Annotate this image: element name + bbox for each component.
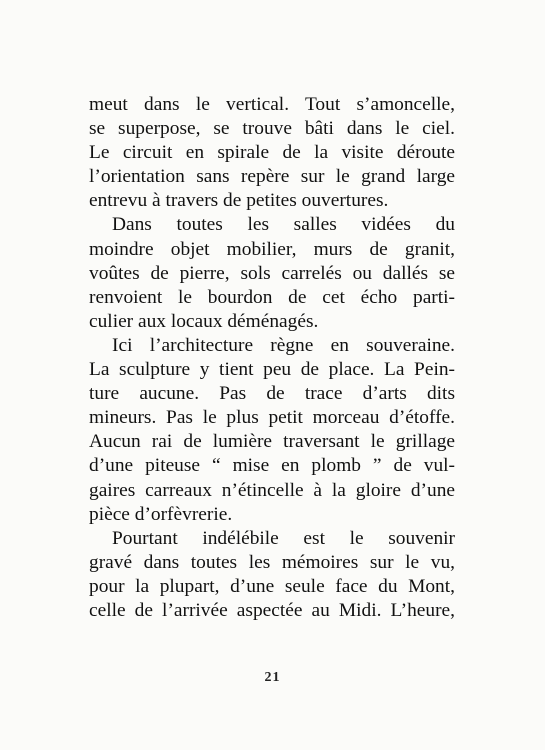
page-number: 21 — [264, 670, 281, 685]
text-line: pour la plupart, d’une seule face du Mont, — [89, 575, 455, 597]
text-line: Pourtant indélébile est le souvenir — [112, 527, 455, 549]
text-line: renvoient le bourdon de cet écho parti- — [89, 286, 455, 308]
text-line: voûtes de pierre, sols carrelés ou dallés se — [89, 262, 455, 284]
text-line: gaires carreaux n’étincelle à la gloire d’une — [89, 479, 455, 501]
text-line: culier aux locaux déménagés. — [89, 310, 319, 332]
text-line: pièce d’orfèvrerie. — [89, 503, 233, 525]
text-line: moindre objet mobilier, murs de granit, — [89, 238, 455, 260]
text-line: La sculpture y tient peu de place. La Pein- — [89, 359, 455, 381]
text-line: celle de l’arrivée aspectée au Midi. L’heure, — [89, 599, 455, 621]
text-line: Le circuit en spirale de la visite déroute — [89, 142, 455, 164]
text-line: gravé dans toutes les mémoires sur le vu, — [89, 551, 455, 573]
text-line: Dans toutes les salles vidées du — [112, 214, 455, 236]
text-line: mineurs. Pas le plus petit morceau d’étoffe. — [89, 407, 455, 429]
text-line: d’une piteuse “ mise en plomb ” de vul- — [89, 455, 455, 477]
text-line: meut dans le vertical. Tout s’amoncelle, — [89, 94, 455, 115]
text-line: l’orientation sans repère sur le grand large — [89, 166, 455, 188]
text-line: entrevu à travers de petites ouvertures. — [89, 190, 389, 212]
text-line: Ici l’architecture règne en souveraine. — [112, 334, 455, 356]
text-line: Aucun rai de lumière traversant le grillage — [89, 431, 455, 453]
text-line: ture aucune. Pas de trace d’arts dits — [89, 383, 455, 405]
text-line: se superpose, se trouve bâti dans le ciel. — [89, 118, 455, 140]
body-text — [89, 93, 455, 623]
